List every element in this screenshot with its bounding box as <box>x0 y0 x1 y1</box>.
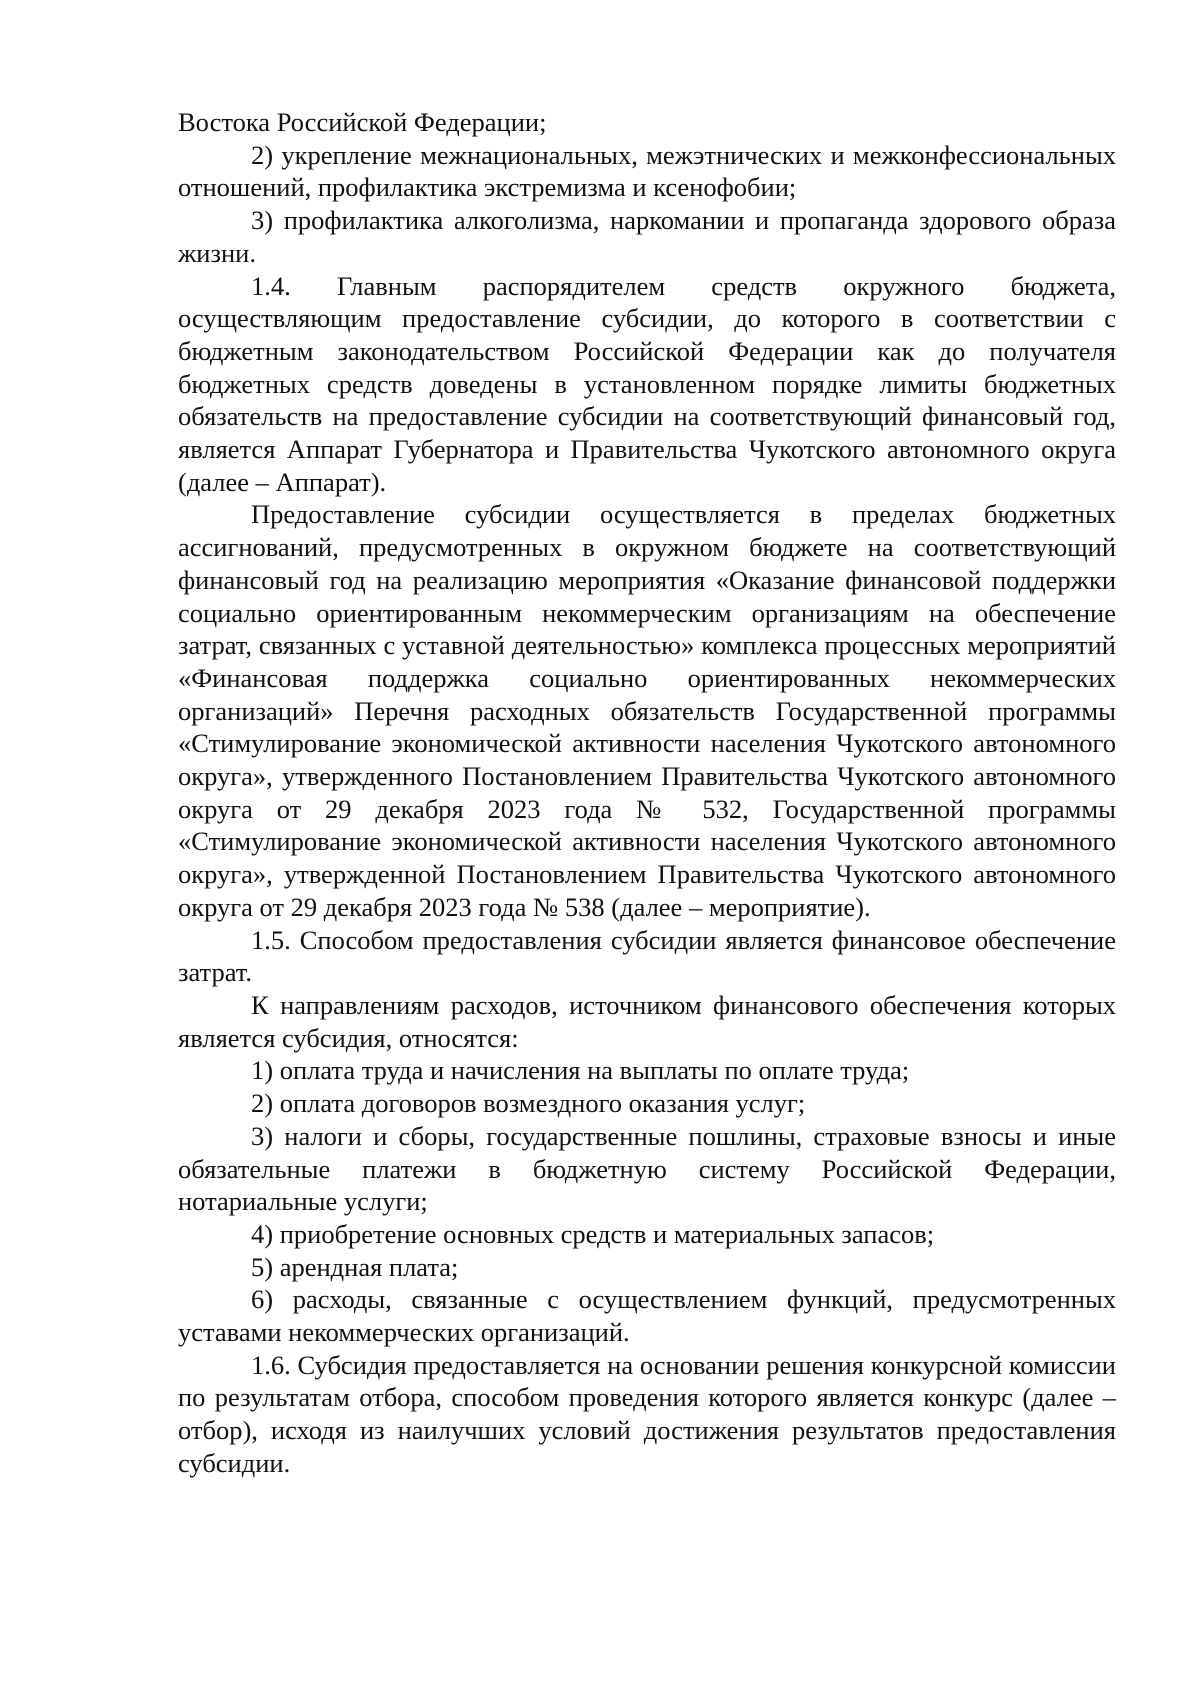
paragraph-clause-1-6: 1.6. Субсидия предоставляется на основании решения конкурсной комиссии по результатам отбора, способом проведения которого является конкурс (далее – отбор), исходя из наилучших условий достижения результатов предоставления субсидии. <box>178 1349 1116 1478</box>
paragraph-continuation: Востока Российской Федерации; <box>178 107 547 137</box>
paragraph-clause-1-5: 1.5. Способом предоставления субсидии является финансовое обеспечение затрат. <box>178 924 1116 988</box>
list-item-expense-1: 1) оплата труда и начисления на выплаты по оплате труда; <box>251 1055 910 1086</box>
document-page <box>178 106 1116 1480</box>
paragraph-clause-1-4: 1.4. Главным распорядителем средств окружного бюджета, осуществляющим предоставление субсидии, до которого в соответствии с бюджетным законодательством Российской Федерации как до получателя бюджетных средств доведены в установленном порядке лимиты бюджетных обязательств на предоставление субсидии на соответствующий финансовый год, является Аппарат Губернатора и Правительства Чукотского автономного округа (далее – Аппарат). <box>178 270 1116 497</box>
list-item-expense-6: 6) расходы, связанные с осуществлением функций, предусмотренных уставами некоммерческих организаций. <box>178 1284 1116 1348</box>
paragraph-expense-directions: К направлениям расходов, источником финансового обеспечения которых является субсидия, относятся: <box>178 989 1116 1053</box>
paragraph-subsidy-allocation: Предоставление субсидии осуществляется в пределах бюджетных ассигнований, предусмотренных в окружном бюджете на соответствующий финансовый год на реализацию мероприятия «Оказание финансовой поддержки социально ориентированным некоммерческим организациям на обеспечение затрат, связанных с уставной деятельностью» комплекса процессных мероприятий «Финансовая поддержка социально ориентированных некоммерческих организаций» Перечня расходных обязательств Государственной программы «Стимулирование экономической активности населения Чукотского автономного округа», утвержденного Постановлением Правительства Чукотского автономного округа от 29 декабря 2023 года № 532, Государственной программы «Стимулирование экономической активности населения Чукотского автономного округа», утвержденной Постановлением Правительства Чукотского автономного округа от 29 декабря 2023 года № 538 (далее – мероприятие). <box>178 499 1116 922</box>
paragraph-item-2: 2) укрепление межнациональных, межэтнических и межконфессиональных отношений, профилактика экстремизма и ксенофобии; <box>178 139 1116 203</box>
list-item-expense-4: 4) приобретение основных средств и материальных запасов; <box>251 1218 935 1249</box>
list-item-expense-5: 5) арендная плата; <box>251 1251 459 1282</box>
list-item-expense-2: 2) оплата договоров возмездного оказания услуг; <box>251 1088 806 1119</box>
list-item-expense-3: 3) налоги и сборы, государственные пошлины, страховые взносы и иные обязательные платежи в бюджетную систему Российской Федерации, нотариальные услуги; <box>178 1120 1116 1217</box>
paragraph-item-3: 3) профилактика алкоголизма, наркомании и пропаганда здорового образа жизни. <box>178 205 1116 268</box>
